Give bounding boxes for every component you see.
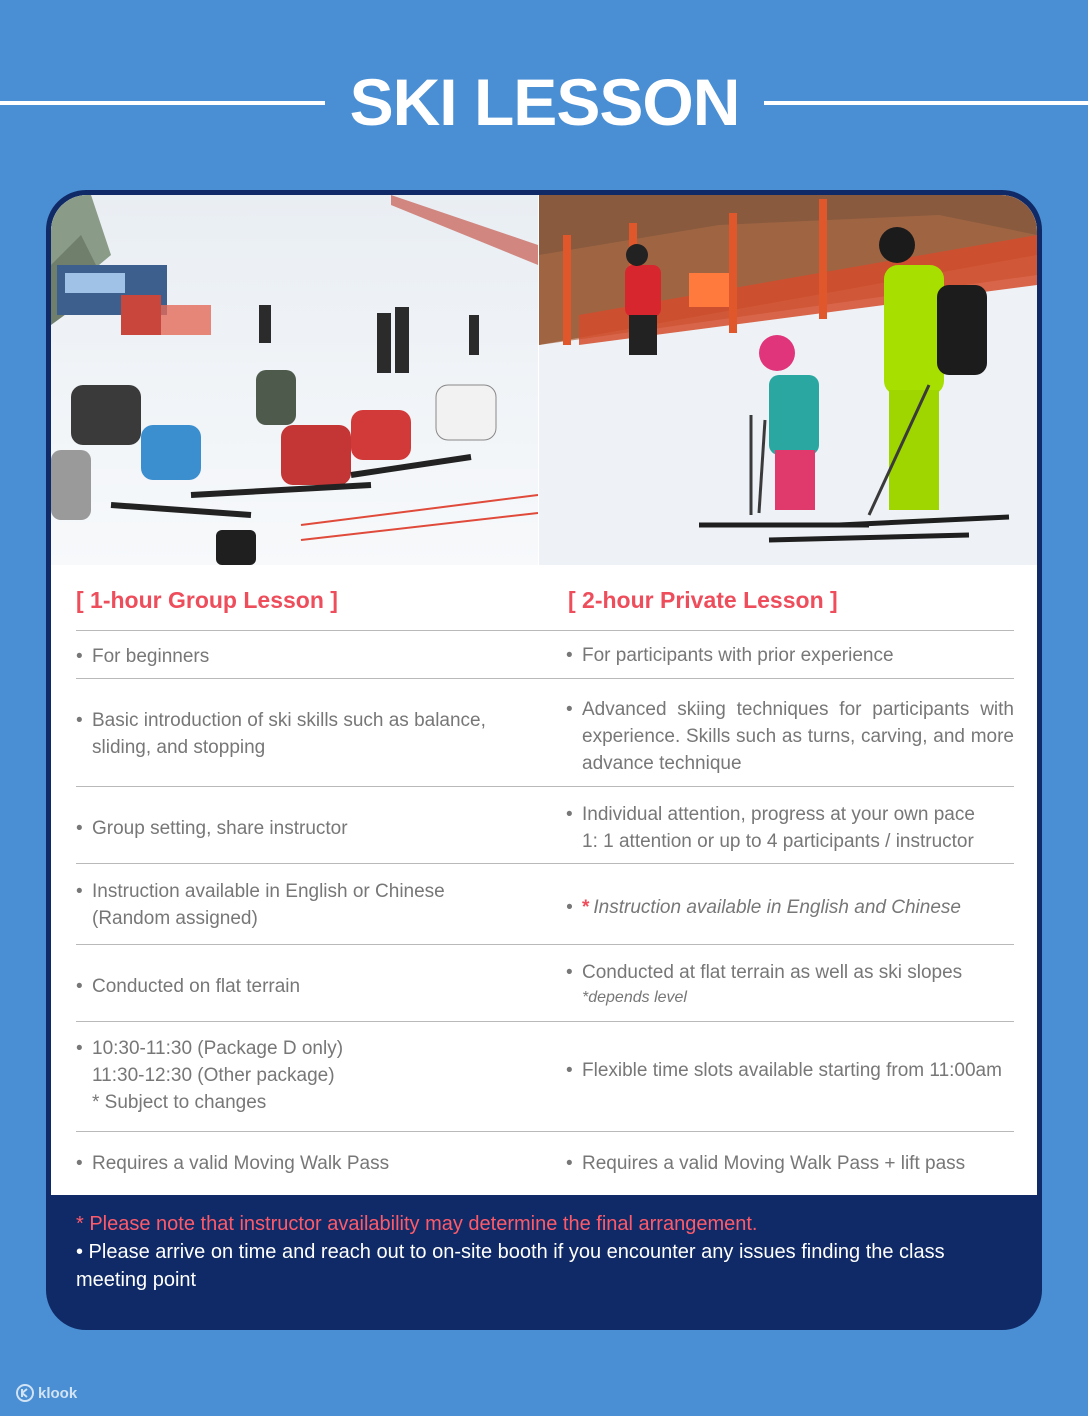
- lesson-card-body: [51, 195, 1037, 1195]
- header-rule-left: [0, 101, 325, 105]
- private-row-skills: • Advanced skiing techniques for participants with experience. Skills such as turns, carving, and more advance technique: [566, 699, 1014, 774]
- group-row-schedule: • 10:30-11:30 (Package D only) 11:30-12:30 (Other package) * Subject to changes: [76, 1038, 344, 1113]
- private-lesson-heading: [ 2-hour Private Lesson ]: [568, 587, 838, 613]
- private-row-schedule: • Flexible time slots available starting from 11:00am: [566, 1060, 1002, 1081]
- private-ski-lesson-photo-icon: [539, 195, 1037, 565]
- private-lesson-photo: [539, 195, 1037, 565]
- availability-note: * Please note that instructor availability may determine the final arrangement.: [76, 1213, 758, 1235]
- group-row-audience: • For beginners: [76, 646, 210, 667]
- header-rule-right: [764, 101, 1088, 105]
- private-row-terrain: • Conducted at flat terrain as well as ski slopes *depends level: [566, 959, 1014, 1010]
- page-header: [0, 56, 1088, 146]
- group-row-skills: • Basic introduction of ski skills such as balance, sliding, and stopping: [76, 710, 486, 758]
- lesson-notes: [76, 1210, 1016, 1294]
- table-divider: [76, 630, 1014, 631]
- group-row-language: • Instruction available in English or Chinese (Random assigned): [76, 881, 445, 929]
- terrain-footnote: *depends level: [582, 989, 687, 1006]
- table-divider: [76, 1021, 1014, 1022]
- group-row-setting: • Group setting, share instructor: [76, 818, 348, 839]
- klook-watermark: klook: [16, 1384, 77, 1402]
- klook-logo-icon: [16, 1384, 34, 1402]
- arrival-note: • Please arrive on time and reach out to on-site booth if you encounter any issues finding the class meeting point: [76, 1241, 945, 1291]
- private-row-audience: • For participants with prior experience: [566, 645, 894, 666]
- group-row-terrain: • Conducted on flat terrain: [76, 976, 301, 997]
- page-title: SKI LESSON: [349, 65, 740, 139]
- group-lesson-photo: [51, 195, 538, 565]
- table-divider: [76, 1131, 1014, 1132]
- lesson-card: [46, 190, 1042, 1330]
- private-row-setting: • Individual attention, progress at your own pace 1: 1 attention or up to 4 participants / instructor: [566, 804, 975, 852]
- group-lesson-heading: [ 1-hour Group Lesson ]: [76, 587, 338, 613]
- group-ski-lesson-photo-icon: [51, 195, 538, 565]
- table-divider: [76, 678, 1014, 679]
- group-row-pass: • Requires a valid Moving Walk Pass: [76, 1153, 390, 1174]
- private-row-pass: • Requires a valid Moving Walk Pass + lift pass: [566, 1153, 966, 1174]
- table-divider: [76, 786, 1014, 787]
- table-divider: [76, 863, 1014, 864]
- private-row-language: • * Instruction available in English and Chinese: [566, 897, 961, 918]
- table-divider: [76, 944, 1014, 945]
